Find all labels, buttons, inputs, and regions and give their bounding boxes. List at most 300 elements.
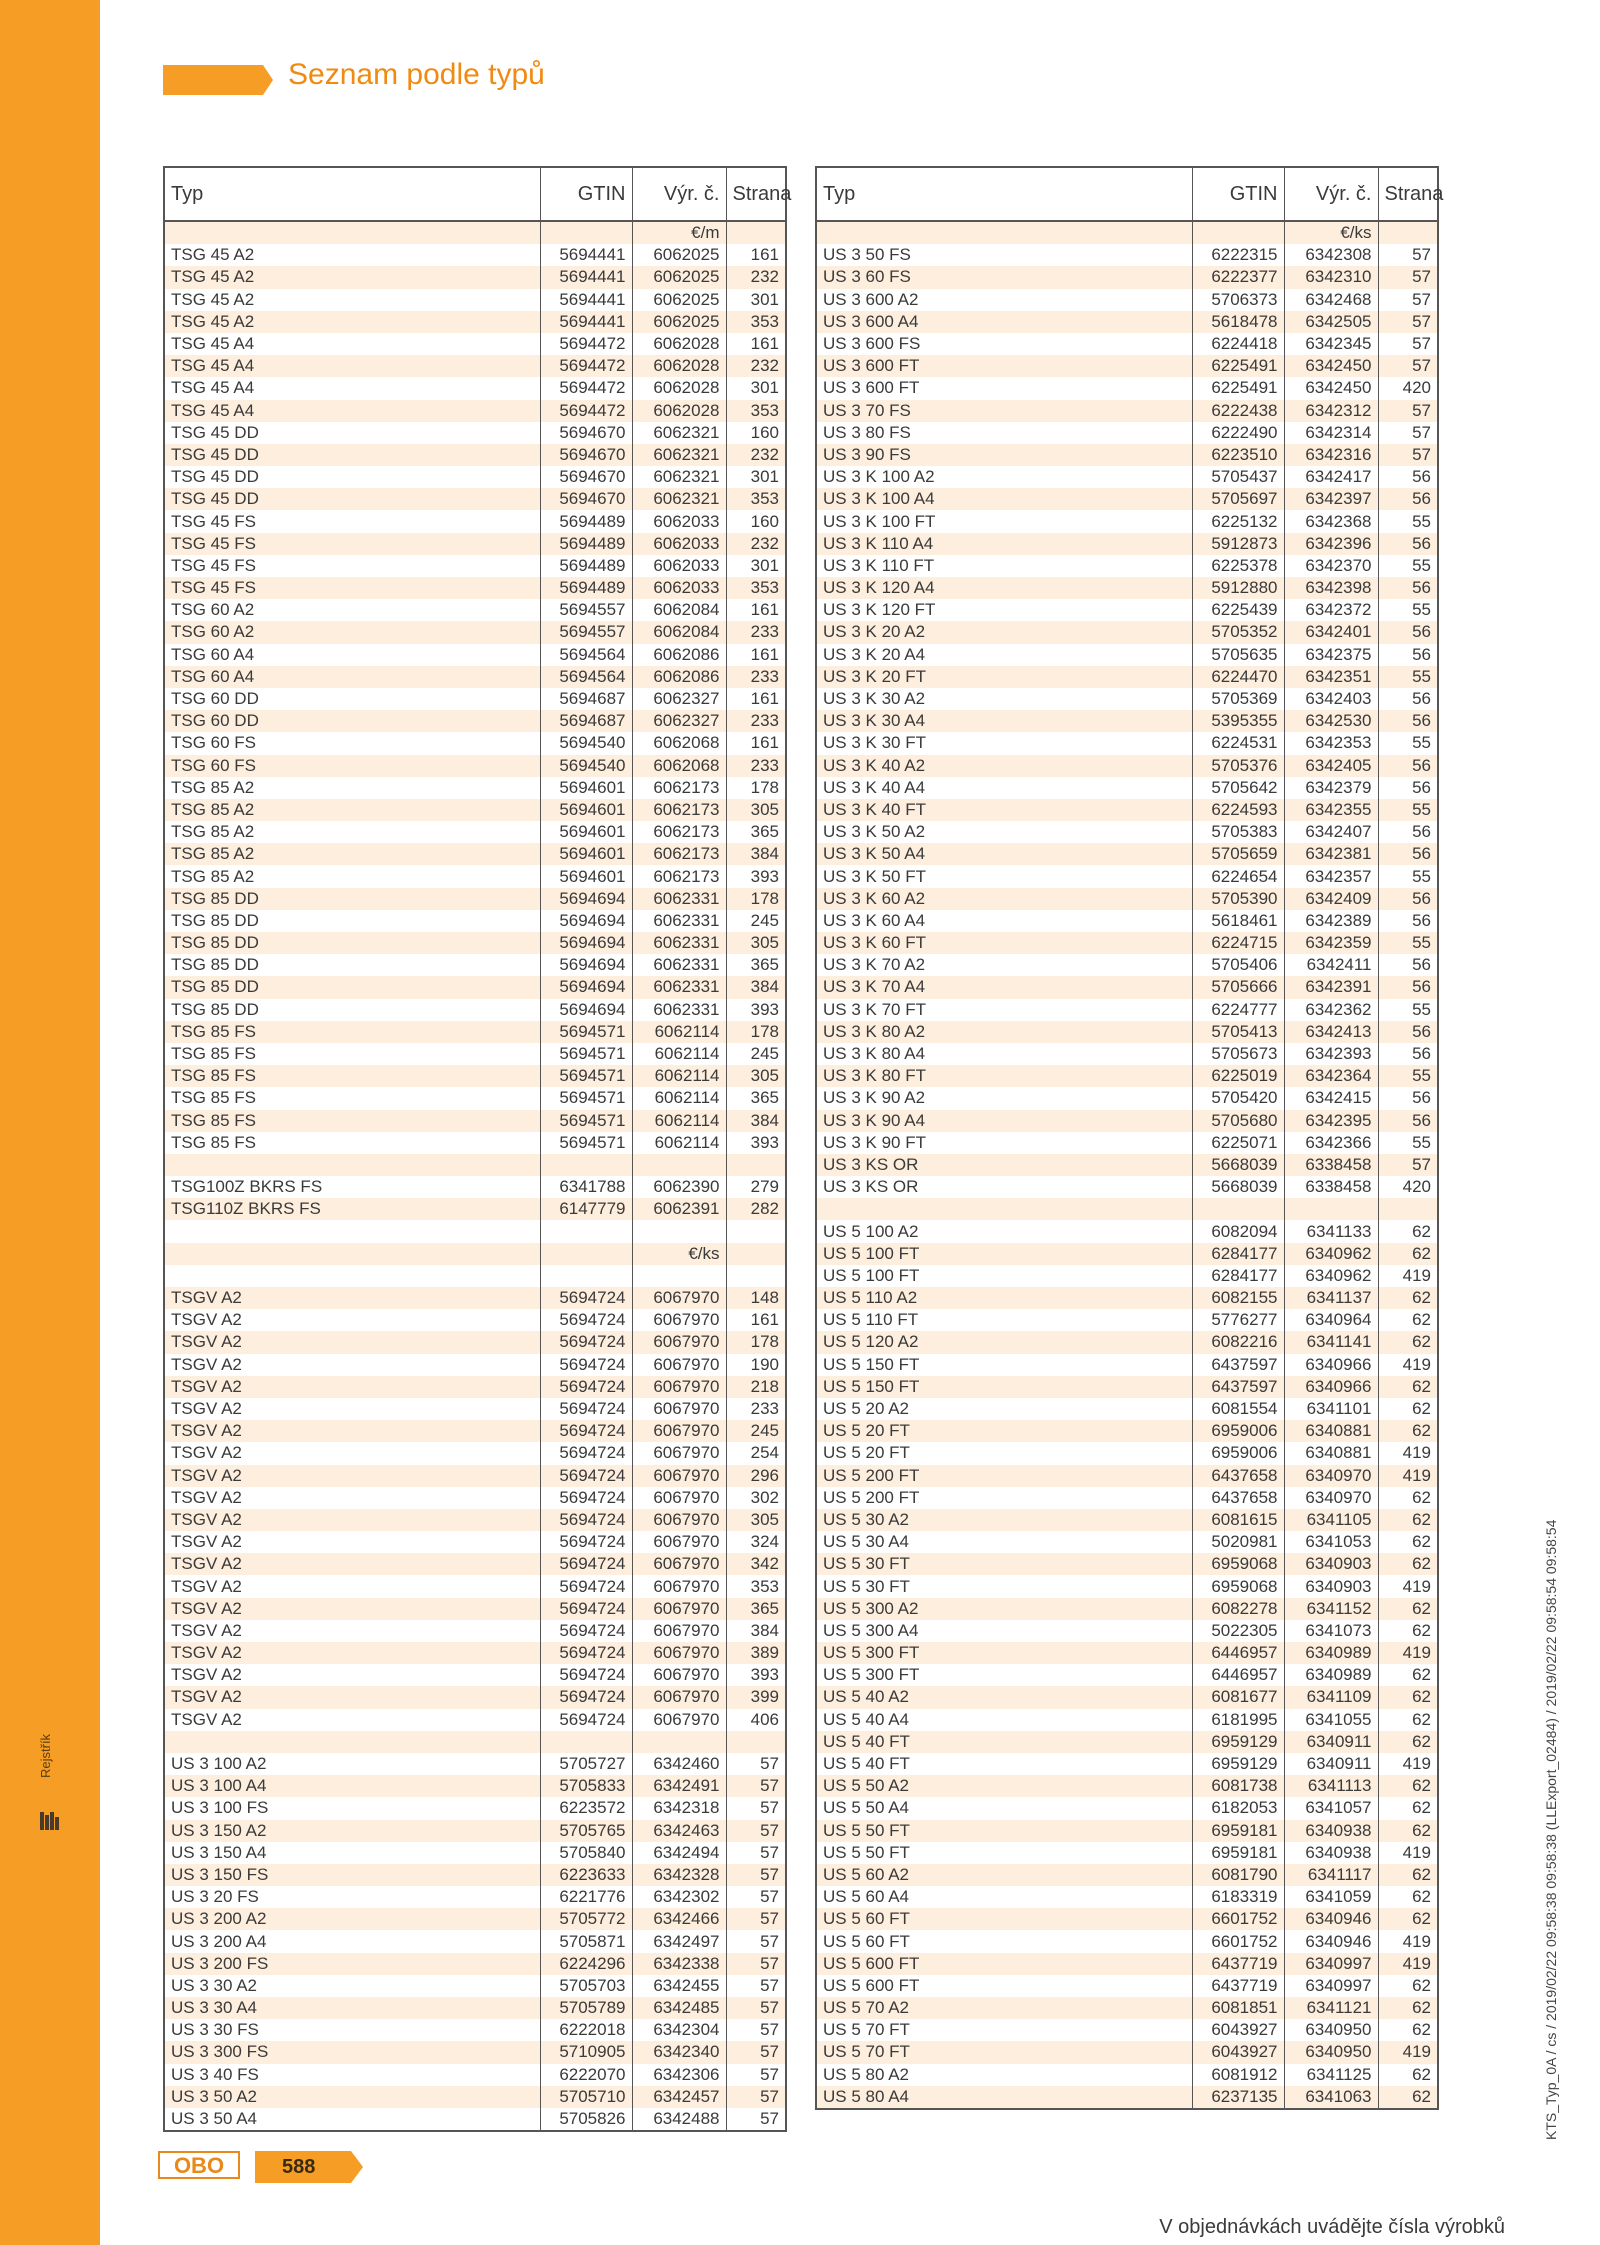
cell-vyr xyxy=(1284,1198,1378,1220)
document-meta-wrap xyxy=(1543,1519,1567,2160)
cell-typ: US 3 150 A4 xyxy=(171,1842,267,1862)
cell-gtin: 5020981 xyxy=(1192,1531,1284,1553)
cell-strana: 56 xyxy=(1378,888,1438,910)
cell-vyr: 6062173 xyxy=(632,799,726,821)
cell-typ: US 5 40 A4 xyxy=(823,1709,910,1729)
cell-vyr: 6341121 xyxy=(1284,1997,1378,2019)
cell-vyr: 6067970 xyxy=(632,1664,726,1686)
cell-vyr: 6067970 xyxy=(632,1287,726,1309)
cell-vyr: 6067970 xyxy=(632,1509,726,1531)
table-row xyxy=(816,510,1438,532)
table-row xyxy=(816,1930,1438,1952)
cell-typ: US 5 110 A2 xyxy=(816,1287,1192,1309)
cell-strana: 420 xyxy=(1378,1176,1438,1198)
table-row xyxy=(816,1797,1438,1819)
cell-typ: US 3 K 40 A2 xyxy=(816,755,1192,777)
cell-gtin: 5705697 xyxy=(1192,488,1284,510)
table-row xyxy=(164,1154,786,1176)
cell-typ: US 5 60 FT xyxy=(823,1931,910,1951)
cell-typ: US 3 80 FS xyxy=(823,422,911,442)
cell-typ: TSGV A2 xyxy=(164,1420,540,1442)
table-row xyxy=(164,333,786,355)
cell-strana: 56 xyxy=(1378,1021,1438,1043)
cell-gtin: 5668039 xyxy=(1192,1176,1284,1198)
cell-vyr: 6342312 xyxy=(1284,400,1378,422)
table-row xyxy=(816,1309,1438,1331)
cell-strana xyxy=(726,221,786,244)
cell-gtin: 5694724 xyxy=(540,1376,632,1398)
cell-typ: US 5 70 A2 xyxy=(816,1997,1192,2019)
cell-vyr: 6342304 xyxy=(632,2019,726,2041)
table-row xyxy=(816,2086,1438,2109)
cell-strana: 62 xyxy=(1378,1864,1438,1886)
cell-vyr: 6340970 xyxy=(1284,1487,1378,1509)
cell-typ: US 3 K 90 A4 xyxy=(816,1110,1192,1132)
table-row xyxy=(816,999,1438,1021)
cell-gtin: 6222070 xyxy=(540,2064,632,2086)
table-row xyxy=(164,311,786,333)
cell-typ: US 5 60 FT xyxy=(816,1908,1192,1930)
cell-strana: 56 xyxy=(1378,688,1438,710)
cell-gtin: 5694441 xyxy=(540,266,632,288)
title-tab-shape xyxy=(163,65,273,95)
cell-typ: TSGV A2 xyxy=(171,1310,242,1330)
table-row xyxy=(164,1132,786,1154)
book-stack-icon xyxy=(40,1812,62,1830)
cell-vyr: 6062068 xyxy=(632,755,726,777)
cell-strana: 254 xyxy=(726,1442,786,1464)
table-row xyxy=(816,1398,1438,1420)
cell-typ: TSG 85 FS xyxy=(171,1088,257,1108)
cell-gtin: 5694724 xyxy=(540,1309,632,1331)
col-header-vyr: Výr. č. xyxy=(632,167,726,221)
cell-gtin: 6223510 xyxy=(1192,444,1284,466)
cell-strana: 57 xyxy=(1378,1154,1438,1176)
cell-strana: 62 xyxy=(1378,1553,1438,1575)
cell-vyr: 6067970 xyxy=(632,1376,726,1398)
table-row xyxy=(816,444,1438,466)
cell-strana: 161 xyxy=(726,244,786,266)
cell-typ: US 5 50 A4 xyxy=(823,1798,910,1818)
cell-strana: 57 xyxy=(726,1797,786,1819)
cell-strana: 365 xyxy=(726,1598,786,1620)
cell-typ: US 3 200 FS xyxy=(164,1953,540,1975)
cell-typ: US 5 40 A2 xyxy=(816,1686,1192,1708)
cell-gtin: 6222377 xyxy=(1192,266,1284,288)
cell-gtin: 5694724 xyxy=(540,1287,632,1309)
cell-strana: 353 xyxy=(726,311,786,333)
cell-typ: TSG 45 A2 xyxy=(164,266,540,288)
cell-gtin: 5694472 xyxy=(540,377,632,399)
cell-typ: US 5 200 FT xyxy=(823,1487,920,1507)
cell-strana: 56 xyxy=(1378,621,1438,643)
cell-strana: 420 xyxy=(1378,377,1438,399)
table-row xyxy=(164,1354,786,1376)
cell-gtin: 5705772 xyxy=(540,1908,632,1930)
cell-gtin: 6081912 xyxy=(1192,2064,1284,2086)
cell-strana: 62 xyxy=(1378,1886,1438,1908)
table-row xyxy=(164,577,786,599)
cell-gtin: 6224296 xyxy=(540,1953,632,1975)
table-row xyxy=(164,1731,786,1753)
cell-typ: TSGV A2 xyxy=(164,1598,540,1620)
cell-strana: 302 xyxy=(726,1487,786,1509)
cell-vyr: 6062321 xyxy=(632,488,726,510)
cell-typ: TSGV A2 xyxy=(164,1287,540,1309)
cell-vyr: 6342396 xyxy=(1284,533,1378,555)
cell-gtin: 6959129 xyxy=(1192,1753,1284,1775)
cell-typ: TSGV A2 xyxy=(164,1686,540,1708)
cell-typ: US 3 K 120 FT xyxy=(823,600,936,620)
cell-vyr: 6342338 xyxy=(632,1953,726,1975)
cell-strana: 301 xyxy=(726,289,786,311)
table-row xyxy=(816,1864,1438,1886)
cell-strana: 245 xyxy=(726,1420,786,1442)
types-table-left xyxy=(163,166,792,2132)
table-row xyxy=(816,1642,1438,1664)
cell-gtin: 6225071 xyxy=(1192,1132,1284,1154)
cell-typ: TSG 85 A2 xyxy=(164,843,540,865)
cell-typ: US 3 300 FS xyxy=(164,2041,540,2063)
cell-typ: TSG 85 DD xyxy=(171,999,259,1019)
cell-vyr: 6062025 xyxy=(632,244,726,266)
table-row xyxy=(164,1886,786,1908)
cell-typ xyxy=(164,1731,540,1753)
cell-gtin: 6181995 xyxy=(1192,1709,1284,1731)
page-title: Seznam podle typů xyxy=(288,58,545,91)
cell-strana: 56 xyxy=(1378,710,1438,732)
cell-strana: 419 xyxy=(1378,1575,1438,1597)
cell-typ: US 5 20 FT xyxy=(823,1443,910,1463)
cell-typ: US 5 20 FT xyxy=(816,1420,1192,1442)
cell-vyr: 6342314 xyxy=(1284,422,1378,444)
cell-gtin: 5694441 xyxy=(540,311,632,333)
cell-gtin: 5705673 xyxy=(1192,1043,1284,1065)
cell-gtin: 5694601 xyxy=(540,843,632,865)
footer-note: V objednávkách uvádějte čísla výrobků xyxy=(1159,2216,1505,2238)
cell-strana: 324 xyxy=(726,1531,786,1553)
cell-strana xyxy=(1378,1198,1438,1220)
cell-typ: US 3 K 100 A2 xyxy=(823,467,935,487)
cell-typ: US 3 K 20 A4 xyxy=(823,644,926,664)
cell-gtin: 5694670 xyxy=(540,444,632,466)
table-row xyxy=(164,1043,786,1065)
cell-gtin: 5694601 xyxy=(540,799,632,821)
cell-strana: 305 xyxy=(726,1065,786,1087)
cell-typ: US 3 600 A4 xyxy=(816,311,1192,333)
table-row xyxy=(164,1664,786,1686)
cell-gtin: 5694670 xyxy=(540,488,632,510)
cell-typ: US 3 K 40 A4 xyxy=(823,777,926,797)
cell-vyr: 6340997 xyxy=(1284,1953,1378,1975)
table-row xyxy=(816,688,1438,710)
cell-typ: TSG 45 DD xyxy=(164,444,540,466)
sidebar-label[interactable]: Rejstřík xyxy=(38,1733,53,1778)
cell-vyr: 6342368 xyxy=(1284,510,1378,532)
cell-vyr: 6342417 xyxy=(1284,466,1378,488)
cell-typ: US 3 K 40 FT xyxy=(816,799,1192,821)
cell-typ: TSG 85 DD xyxy=(171,955,259,975)
cell-vyr: 6342379 xyxy=(1284,777,1378,799)
cell-vyr: 6342494 xyxy=(632,1842,726,1864)
cell-typ: TSG 60 FS xyxy=(171,733,257,753)
cell-strana: 245 xyxy=(726,1043,786,1065)
cell-vyr: 6342401 xyxy=(1284,621,1378,643)
cell-typ: US 3 K 50 FT xyxy=(823,866,926,886)
cell-strana: 57 xyxy=(1378,333,1438,355)
cell-vyr: 6342351 xyxy=(1284,666,1378,688)
cell-gtin: 5694489 xyxy=(540,577,632,599)
cell-strana: 57 xyxy=(726,1753,786,1775)
cell-gtin: 6225019 xyxy=(1192,1065,1284,1087)
table-row xyxy=(164,1265,786,1287)
table-row xyxy=(816,1553,1438,1575)
cell-strana: 62 xyxy=(1378,1775,1438,1797)
cell-strana: 233 xyxy=(726,1398,786,1420)
cell-strana: 62 xyxy=(1378,1331,1438,1353)
cell-typ: TSGV A2 xyxy=(171,1709,242,1729)
cell-typ: TSG 85 A2 xyxy=(171,866,255,886)
cell-gtin: 5705727 xyxy=(540,1753,632,1775)
cell-strana: 62 xyxy=(1378,1797,1438,1819)
cell-strana: 393 xyxy=(726,1664,786,1686)
table-row xyxy=(164,843,786,865)
cell-vyr: 6342409 xyxy=(1284,888,1378,910)
cell-gtin: 6082094 xyxy=(1192,1220,1284,1242)
cell-gtin: 5705406 xyxy=(1192,954,1284,976)
cell-strana: 161 xyxy=(726,599,786,621)
table-row xyxy=(164,1575,786,1597)
cell-gtin: 6225439 xyxy=(1192,599,1284,621)
cell-gtin: 5694694 xyxy=(540,932,632,954)
table-row xyxy=(816,1265,1438,1287)
cell-gtin: 6043927 xyxy=(1192,2041,1284,2063)
cell-gtin: 5912880 xyxy=(1192,577,1284,599)
cell-vyr: 6341057 xyxy=(1284,1797,1378,1819)
cell-typ: US 5 100 A2 xyxy=(823,1221,919,1241)
page-number: 588 xyxy=(282,2156,316,2178)
cell-typ: US 3 70 FS xyxy=(816,400,1192,422)
table-row xyxy=(164,1908,786,1930)
table-row xyxy=(164,1797,786,1819)
table-row xyxy=(816,1598,1438,1620)
cell-vyr: 6342468 xyxy=(1284,289,1378,311)
cell-typ: TSG 85 A2 xyxy=(171,822,255,842)
cell-typ: US 3 K 80 A4 xyxy=(823,1044,926,1064)
cell-typ: US 3 K 90 FT xyxy=(823,1132,926,1152)
cell-strana: 62 xyxy=(1378,2064,1438,2086)
cell-gtin: 5694441 xyxy=(540,244,632,266)
cell-vyr: 6062173 xyxy=(632,865,726,887)
cell-gtin: 5694571 xyxy=(540,1021,632,1043)
table-row xyxy=(816,1709,1438,1731)
cell-strana: 62 xyxy=(1378,1243,1438,1265)
cell-vyr: 6342375 xyxy=(1284,644,1378,666)
cell-typ: US 5 50 FT xyxy=(823,1842,910,1862)
cell-typ: TSG 45 FS xyxy=(164,577,540,599)
cell-typ: US 3 600 A2 xyxy=(823,289,919,309)
cell-strana: 62 xyxy=(1378,1509,1438,1531)
cell-strana: 62 xyxy=(1378,1398,1438,1420)
col-header-vyr: Výr. č. xyxy=(1284,167,1378,221)
cell-strana: 57 xyxy=(726,1930,786,1952)
cell-strana: 282 xyxy=(726,1198,786,1220)
table-row xyxy=(816,2064,1438,2086)
cell-gtin: 6959068 xyxy=(1192,1575,1284,1597)
cell-vyr: 6342407 xyxy=(1284,821,1378,843)
cell-gtin: 5706373 xyxy=(1192,289,1284,311)
cell-typ: US 5 60 A2 xyxy=(816,1864,1192,1886)
cell-typ: US 3 K 100 A4 xyxy=(816,488,1192,510)
cell-typ: US 5 600 FT xyxy=(816,1953,1192,1975)
cell-gtin: 6341788 xyxy=(540,1176,632,1198)
cell-typ: US 5 120 A2 xyxy=(816,1331,1192,1353)
cell-gtin: 6437719 xyxy=(1192,1975,1284,1997)
cell-gtin: 5694670 xyxy=(540,422,632,444)
cell-vyr: 6342370 xyxy=(1284,555,1378,577)
cell-vyr: 6342318 xyxy=(632,1797,726,1819)
table-row xyxy=(164,1176,786,1198)
cell-vyr: 6338458 xyxy=(1284,1154,1378,1176)
cell-typ: TSG 85 FS xyxy=(171,1132,257,1152)
cell-strana: 56 xyxy=(1378,821,1438,843)
cell-strana: 56 xyxy=(1378,976,1438,998)
cell-vyr: 6340911 xyxy=(1284,1753,1378,1775)
table-row xyxy=(816,1442,1438,1464)
cell-typ: US 3 50 A4 xyxy=(171,2109,258,2129)
cell-strana: 55 xyxy=(1378,999,1438,1021)
cell-gtin: 5618461 xyxy=(1192,910,1284,932)
cell-strana: 148 xyxy=(726,1287,786,1309)
cell-typ: TSG 85 A2 xyxy=(164,799,540,821)
cell-strana: 57 xyxy=(1378,355,1438,377)
cell-gtin: 5705352 xyxy=(1192,621,1284,643)
table-row xyxy=(816,266,1438,288)
cell-strana: 161 xyxy=(726,688,786,710)
cell-strana xyxy=(726,1731,786,1753)
cell-gtin: 6437597 xyxy=(1192,1376,1284,1398)
table-row xyxy=(164,644,786,666)
cell-gtin: 5694694 xyxy=(540,888,632,910)
cell-strana: 419 xyxy=(1378,1442,1438,1464)
cell-gtin: 5694694 xyxy=(540,910,632,932)
cell-vyr: 6067970 xyxy=(632,1598,726,1620)
cell-gtin: 5694601 xyxy=(540,865,632,887)
table-row xyxy=(164,1842,786,1864)
cell-gtin: 6225132 xyxy=(1192,510,1284,532)
cell-strana: 353 xyxy=(726,488,786,510)
cell-vyr: 6062331 xyxy=(632,999,726,1021)
cell-vyr: 6340966 xyxy=(1284,1376,1378,1398)
cell-vyr: 6062391 xyxy=(632,1198,726,1220)
cell-gtin: 6182053 xyxy=(1192,1797,1284,1819)
cell-typ: US 5 60 A4 xyxy=(823,1887,910,1907)
cell-strana: 57 xyxy=(1378,244,1438,266)
table-row xyxy=(816,1420,1438,1442)
cell-strana: 305 xyxy=(726,799,786,821)
cell-vyr: 6340938 xyxy=(1284,1842,1378,1864)
cell-typ: US 3 K 70 FT xyxy=(823,999,926,1019)
cell-vyr: 6062331 xyxy=(632,932,726,954)
cell-gtin: 5022305 xyxy=(1192,1620,1284,1642)
cell-gtin xyxy=(1192,1198,1284,1220)
cell-strana: 161 xyxy=(726,1309,786,1331)
cell-gtin: 6081554 xyxy=(1192,1398,1284,1420)
table-row xyxy=(816,621,1438,643)
cell-vyr: 6338458 xyxy=(1284,1176,1378,1198)
cell-vyr: 6342505 xyxy=(1284,311,1378,333)
table-row xyxy=(164,821,786,843)
cell-typ: TSG 60 A2 xyxy=(171,600,255,620)
cell-typ: US 3 600 FT xyxy=(823,378,920,398)
cell-strana: 56 xyxy=(1378,910,1438,932)
cell-typ: TSG 85 FS xyxy=(164,1021,540,1043)
cell-gtin: 6225491 xyxy=(1192,377,1284,399)
cell-strana: 178 xyxy=(726,777,786,799)
cell-gtin xyxy=(540,1265,632,1287)
table-row xyxy=(816,1376,1438,1398)
cell-typ xyxy=(164,1220,540,1242)
cell-vyr: 6062321 xyxy=(632,422,726,444)
cell-gtin: 6222018 xyxy=(540,2019,632,2041)
cell-strana: 232 xyxy=(726,533,786,555)
cell-gtin: 5705659 xyxy=(1192,843,1284,865)
cell-gtin: 5694571 xyxy=(540,1110,632,1132)
cell-strana: 55 xyxy=(1378,932,1438,954)
cell-vyr: 6341152 xyxy=(1284,1598,1378,1620)
cell-typ: TSG100Z BKRS FS xyxy=(171,1177,323,1197)
table-row xyxy=(816,843,1438,865)
cell-strana: 419 xyxy=(1378,1265,1438,1287)
cell-vyr: 6340966 xyxy=(1284,1354,1378,1376)
cell-gtin: 6081677 xyxy=(1192,1686,1284,1708)
cell-strana: 57 xyxy=(726,1820,786,1842)
cell-typ: US 3 K 60 A4 xyxy=(823,910,926,930)
cell-typ: US 5 30 A2 xyxy=(816,1509,1192,1531)
table-row xyxy=(164,377,786,399)
cell-vyr: 6062331 xyxy=(632,888,726,910)
cell-vyr: 6062114 xyxy=(632,1087,726,1109)
table-row xyxy=(164,1686,786,1708)
cell-typ: TSG 85 FS xyxy=(171,1044,257,1064)
cell-gtin: 5694724 xyxy=(540,1465,632,1487)
cell-strana: 57 xyxy=(1378,400,1438,422)
cell-gtin: 5694489 xyxy=(540,510,632,532)
col-header-gtin: GTIN xyxy=(1192,167,1284,221)
cell-strana: 245 xyxy=(726,910,786,932)
table-row xyxy=(164,865,786,887)
table-row xyxy=(816,910,1438,932)
table-row xyxy=(816,666,1438,688)
cell-gtin: 5694724 xyxy=(540,1553,632,1575)
cell-strana: 56 xyxy=(1378,843,1438,865)
cell-vyr: 6341055 xyxy=(1284,1709,1378,1731)
table-row xyxy=(164,1509,786,1531)
cell-typ: US 5 30 FT xyxy=(816,1553,1192,1575)
cell-typ: US 3 30 A4 xyxy=(164,1997,540,2019)
cell-typ: TSG 45 A4 xyxy=(171,334,255,354)
cell-strana: 57 xyxy=(726,1908,786,1930)
cell-gtin: 5694441 xyxy=(540,289,632,311)
table-row xyxy=(816,1110,1438,1132)
cell-strana: 389 xyxy=(726,1642,786,1664)
cell-strana: 55 xyxy=(1378,555,1438,577)
cell-gtin: 6959181 xyxy=(1192,1842,1284,1864)
cell-vyr: 6342485 xyxy=(632,1997,726,2019)
cell-vyr: 6342357 xyxy=(1284,865,1378,887)
cell-strana xyxy=(726,1220,786,1242)
cell-gtin: 5694724 xyxy=(540,1354,632,1376)
